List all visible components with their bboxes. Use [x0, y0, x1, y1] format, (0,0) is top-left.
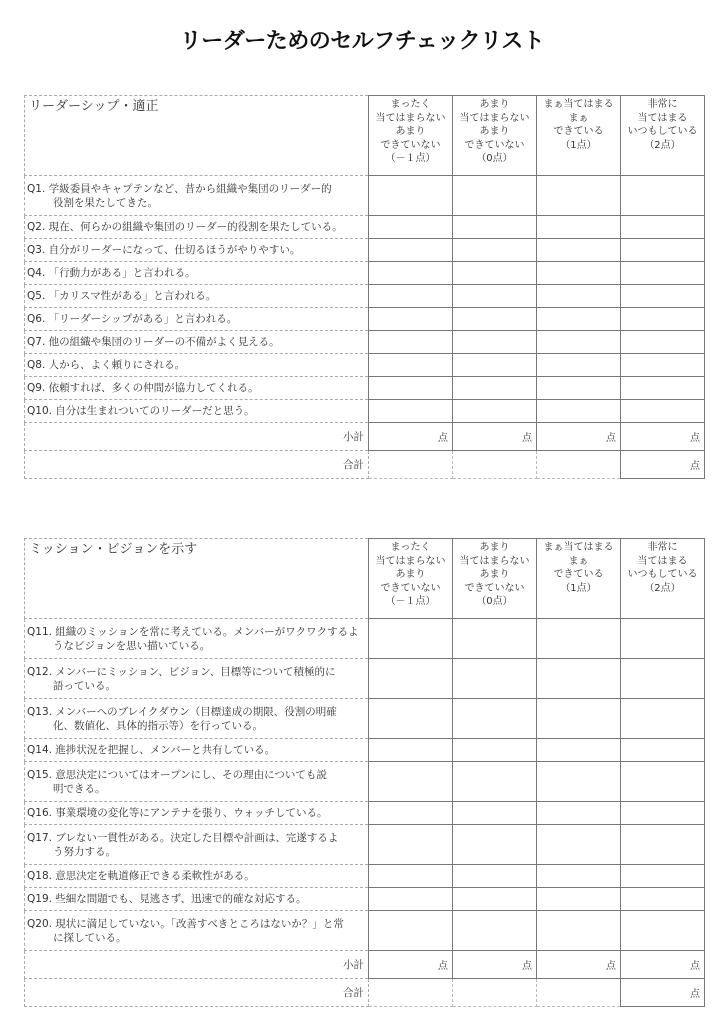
option-header-2: まぁ当てはまる まぁ できている （1点） — [537, 539, 621, 619]
total-blank-cell — [369, 979, 453, 1007]
answer-cell[interactable] — [621, 802, 705, 825]
subtotal-cell[interactable]: 点 — [537, 423, 621, 451]
question-text — [25, 331, 369, 354]
subtotal-cell[interactable]: 点 — [621, 951, 705, 979]
option-header-1: あまり 当てはまらない あまり できていない （0点） — [453, 539, 537, 619]
question-row — [25, 619, 705, 659]
total-blank-cell — [537, 451, 621, 479]
question-row — [25, 911, 705, 951]
answer-cell[interactable] — [369, 377, 453, 400]
answer-cell[interactable] — [537, 762, 621, 802]
question-row — [25, 739, 705, 762]
question-text — [25, 699, 369, 739]
answer-cell[interactable] — [537, 377, 621, 400]
option-header-0: まったく 当てはまらない あまり できていない （－１点） — [369, 96, 453, 176]
answer-cell[interactable] — [537, 262, 621, 285]
answer-cell[interactable] — [621, 354, 705, 377]
option-header-0: まったく 当てはまらない あまり できていない （－１点） — [369, 539, 453, 619]
answer-cell[interactable] — [537, 802, 621, 825]
section-heading: ミッション・ビジョンを示す — [25, 539, 369, 619]
answer-cell[interactable] — [369, 865, 453, 888]
answer-cell[interactable] — [537, 400, 621, 423]
section-heading: リーダーシップ・適正 — [25, 96, 369, 176]
question-line: Q10. 自分は生まれついてのリーダーだと思う。 — [27, 405, 255, 417]
answer-cell[interactable] — [369, 888, 453, 911]
question-line: Q14. 進捗状況を把握し、メンバーと共有している。 — [27, 744, 276, 756]
answer-cell[interactable] — [621, 285, 705, 308]
question-row — [25, 354, 705, 377]
answer-cell[interactable] — [369, 354, 453, 377]
answer-cell[interactable] — [369, 659, 453, 699]
total-cell[interactable]: 点 — [621, 451, 705, 479]
question-text — [25, 825, 369, 865]
question-text — [25, 762, 369, 802]
answer-cell[interactable] — [537, 699, 621, 739]
answer-cell[interactable] — [453, 659, 537, 699]
question-row — [25, 285, 705, 308]
subtotal-cell[interactable]: 点 — [369, 951, 453, 979]
answer-cell[interactable] — [453, 911, 537, 951]
question-line: Q1. 学級委員やキャプテンなど、昔から組織や集団のリーダー的 — [27, 182, 332, 195]
total-label: 合計 — [25, 979, 369, 1007]
answer-cell[interactable] — [537, 308, 621, 331]
question-text — [25, 285, 369, 308]
total-blank-cell — [369, 451, 453, 479]
answer-cell[interactable] — [369, 285, 453, 308]
question-line: Q11. 組織のミッションを常に考えている。メンバーがワクワクするよ — [27, 625, 359, 638]
answer-cell[interactable] — [537, 659, 621, 699]
question-row — [25, 699, 705, 739]
answer-cell[interactable] — [369, 825, 453, 865]
subtotal-cell[interactable]: 点 — [453, 423, 537, 451]
answer-cell[interactable] — [369, 802, 453, 825]
question-text — [25, 865, 369, 888]
option-header-3: 非常に 当てはまる いつもしている （2点） — [621, 539, 705, 619]
question-line: 語っている。 — [53, 679, 116, 692]
answer-cell[interactable] — [369, 176, 453, 216]
question-line: Q7. 他の組織や集団のリーダーの不備がよく見える。 — [27, 336, 280, 348]
question-line: Q15. 意思決定についてはオープンにし、その理由についても説 — [27, 768, 327, 781]
question-text — [25, 354, 369, 377]
answer-cell[interactable] — [453, 699, 537, 739]
subtotal-cell[interactable]: 点 — [369, 423, 453, 451]
question-row — [25, 216, 705, 239]
answer-cell[interactable] — [621, 239, 705, 262]
option-header-1: あまり 当てはまらない あまり できていない （0点） — [453, 96, 537, 176]
header-row — [25, 539, 705, 619]
question-text — [25, 239, 369, 262]
answer-cell[interactable] — [621, 377, 705, 400]
question-text — [25, 400, 369, 423]
question-line: Q20. 現状に満足していない。「改善すべきところはないか？」と常 — [27, 917, 344, 930]
question-text — [25, 911, 369, 951]
question-line: 明できる。 — [53, 782, 106, 795]
total-row — [25, 979, 705, 1007]
answer-cell[interactable] — [537, 176, 621, 216]
answer-cell[interactable] — [537, 354, 621, 377]
answer-cell[interactable] — [369, 239, 453, 262]
question-row — [25, 802, 705, 825]
answer-cell[interactable] — [621, 619, 705, 659]
question-text — [25, 659, 369, 699]
answer-cell[interactable] — [537, 865, 621, 888]
option-header-3: 非常に 当てはまる いつもしている （2点） — [621, 96, 705, 176]
question-row — [25, 825, 705, 865]
question-line: Q9. 依頼すれば、多くの仲間が協力してくれる。 — [27, 382, 259, 394]
answer-cell[interactable] — [621, 888, 705, 911]
question-row — [25, 377, 705, 400]
answer-cell[interactable] — [621, 308, 705, 331]
answer-cell[interactable] — [537, 888, 621, 911]
question-row — [25, 762, 705, 802]
question-line: Q8. 人から、よく頼りにされる。 — [27, 359, 186, 371]
total-label: 合計 — [25, 451, 369, 479]
answer-cell[interactable] — [453, 762, 537, 802]
answer-cell[interactable] — [369, 262, 453, 285]
question-line: Q3. 自分がリーダーになって、仕切るほうがやりやすい。 — [27, 244, 301, 256]
answer-cell[interactable] — [369, 331, 453, 354]
answer-cell[interactable] — [453, 354, 537, 377]
question-line: Q12. メンバーにミッション、ビジョン、目標等について積極的に — [27, 665, 336, 678]
answer-cell[interactable] — [537, 239, 621, 262]
question-line: 化、数値化、具体的指示等）を行っている。 — [53, 719, 263, 732]
question-text — [25, 262, 369, 285]
answer-cell[interactable] — [621, 262, 705, 285]
question-text — [25, 739, 369, 762]
subtotal-cell[interactable]: 点 — [537, 951, 621, 979]
question-row — [25, 239, 705, 262]
answer-cell[interactable] — [453, 239, 537, 262]
answer-cell[interactable] — [453, 802, 537, 825]
subtotal-label: 小計 — [25, 423, 369, 451]
question-row — [25, 262, 705, 285]
question-line: 役割を果たしてきた。 — [53, 196, 158, 209]
answer-cell[interactable] — [537, 825, 621, 865]
answer-cell[interactable] — [453, 285, 537, 308]
question-line: に探している。 — [53, 931, 127, 944]
question-text — [25, 888, 369, 911]
answer-cell[interactable] — [621, 699, 705, 739]
answer-cell[interactable] — [537, 619, 621, 659]
answer-cell[interactable] — [369, 619, 453, 659]
question-line: Q6. 「リーダーシップがある」と言われる。 — [27, 313, 238, 325]
question-line: Q19. 些細な問題でも、見逃さず、迅速で的確な対応する。 — [27, 893, 307, 905]
question-row — [25, 176, 705, 216]
answer-cell[interactable] — [621, 400, 705, 423]
subtotal-row — [25, 951, 705, 979]
subtotal-cell[interactable]: 点 — [621, 423, 705, 451]
answer-cell[interactable] — [369, 308, 453, 331]
question-row — [25, 308, 705, 331]
answer-cell[interactable] — [453, 619, 537, 659]
answer-cell[interactable] — [453, 216, 537, 239]
question-row — [25, 331, 705, 354]
answer-cell[interactable] — [453, 377, 537, 400]
option-header-2: まぁ当てはまる まぁ できている （1点） — [537, 96, 621, 176]
total-blank-cell — [537, 979, 621, 1007]
question-row — [25, 888, 705, 911]
total-blank-cell — [453, 979, 537, 1007]
question-text — [25, 377, 369, 400]
answer-cell[interactable] — [537, 331, 621, 354]
question-line: Q4. 「行動力がある」と言われる。 — [27, 267, 196, 279]
answer-cell[interactable] — [537, 911, 621, 951]
answer-cell[interactable] — [537, 739, 621, 762]
answer-cell[interactable] — [453, 331, 537, 354]
question-line: Q17. ブレない一貫性がある。決定した目標や計画は、完遂するよ — [27, 831, 339, 844]
answer-cell[interactable] — [453, 865, 537, 888]
answer-cell[interactable] — [453, 400, 537, 423]
question-line: Q16. 事業環境の変化等にアンテナを張り、ウォッチしている。 — [27, 807, 328, 819]
total-row — [25, 451, 705, 479]
question-line: Q13. メンバーへのブレイクダウン（目標達成の期限、役割の明確 — [27, 705, 337, 718]
answer-cell[interactable] — [537, 216, 621, 239]
answer-cell[interactable] — [369, 911, 453, 951]
answer-cell[interactable] — [621, 659, 705, 699]
question-row — [25, 659, 705, 699]
header-row — [25, 96, 705, 176]
checklist-table-2 — [24, 538, 705, 1007]
subtotal-row — [25, 423, 705, 451]
answer-cell[interactable] — [621, 911, 705, 951]
question-row — [25, 865, 705, 888]
subtotal-label: 小計 — [25, 951, 369, 979]
answer-cell[interactable] — [621, 865, 705, 888]
question-line: Q2. 現在、何らかの組織や集団のリーダー的役割を果たしている。 — [27, 221, 343, 233]
checklist-table-1 — [24, 95, 705, 479]
total-cell[interactable]: 点 — [621, 979, 705, 1007]
total-blank-cell — [453, 451, 537, 479]
answer-cell[interactable] — [369, 762, 453, 802]
page-title: リーダーためのセルフチェックリスト — [179, 29, 545, 54]
answer-cell[interactable] — [369, 739, 453, 762]
question-row — [25, 400, 705, 423]
answer-cell[interactable] — [453, 739, 537, 762]
answer-cell[interactable] — [453, 176, 537, 216]
question-text — [25, 176, 369, 216]
question-line: う努力する。 — [53, 845, 116, 858]
question-line: Q18. 意思決定を軌道修正できる柔軟性がある。 — [27, 870, 255, 882]
answer-cell[interactable] — [621, 331, 705, 354]
question-text — [25, 308, 369, 331]
answer-cell[interactable] — [621, 216, 705, 239]
answer-cell[interactable] — [369, 699, 453, 739]
question-line: Q5. 「カリスマ性がある」と言われる。 — [27, 290, 217, 302]
answer-cell[interactable] — [453, 825, 537, 865]
answer-cell[interactable] — [621, 825, 705, 865]
question-line: うなビジョンを思い描いている。 — [53, 639, 211, 652]
answer-cell[interactable] — [621, 739, 705, 762]
question-text — [25, 802, 369, 825]
answer-cell[interactable] — [453, 888, 537, 911]
answer-cell[interactable] — [453, 262, 537, 285]
answer-cell[interactable] — [369, 400, 453, 423]
answer-cell[interactable] — [537, 285, 621, 308]
answer-cell[interactable] — [369, 216, 453, 239]
question-text — [25, 619, 369, 659]
answer-cell[interactable] — [453, 308, 537, 331]
subtotal-cell[interactable]: 点 — [453, 951, 537, 979]
question-text — [25, 216, 369, 239]
answer-cell[interactable] — [621, 176, 705, 216]
answer-cell[interactable] — [621, 762, 705, 802]
